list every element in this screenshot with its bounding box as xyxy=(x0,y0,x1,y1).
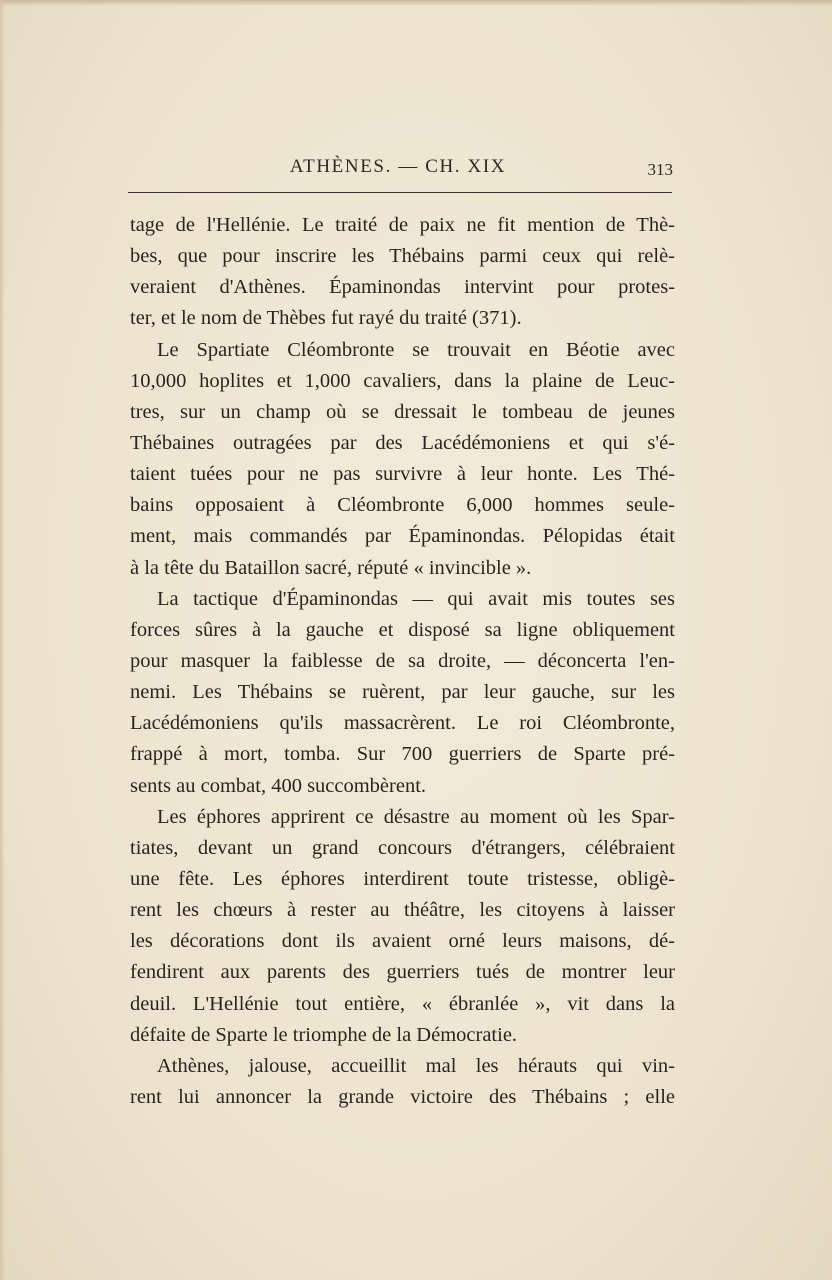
text-line: 10,000 hoplites et 1,000 cavaliers, dans la plaine de Leuc- xyxy=(130,369,675,392)
text-line: bes, que pour inscrire les Thébains parmi ceux qui relè- xyxy=(130,245,675,268)
text-line: rent les chœurs à rester au théâtre, les citoyens à laisser xyxy=(130,899,675,922)
paragraph-first-line: Le Spartiate Cléombronte se trouvait en Béotie avec xyxy=(157,338,675,361)
paragraph-first-line: Les éphores apprirent ce désastre au moment où les Spar- xyxy=(157,805,675,828)
text-line: ter, et le nom de Thèbes fut rayé du traité (371). xyxy=(130,307,522,330)
text-line: forces sûres à la gauche et disposé sa ligne obliquement xyxy=(130,618,675,641)
text-line: tiates, devant un grand concours d'étrangers, célébraient xyxy=(130,836,675,859)
text-line: tage de l'Hellénie. Le traité de paix ne fit mention de Thè- xyxy=(130,214,675,236)
page-number: 313 xyxy=(647,160,673,179)
page-edge-left xyxy=(0,0,5,1280)
text-line: veraient d'Athènes. Épaminondas intervint pour protes- xyxy=(130,276,675,299)
text-line: sents au combat, 400 succombèrent. xyxy=(130,774,427,797)
text-line: nemi. Les Thébains se ruèrent, par leur gauche, sur les xyxy=(130,681,675,704)
running-head xyxy=(128,156,673,186)
text-line: à la tête du Bataillon sacré, réputé « invincible ». xyxy=(130,556,532,579)
text-line: les décorations dont ils avaient orné leurs maisons, dé- xyxy=(130,930,675,953)
body-text xyxy=(130,210,675,1113)
text-line: tres, sur un champ où se dressait le tombeau de jeunes xyxy=(130,400,675,423)
page-edge-top xyxy=(0,0,832,6)
text-line: pour masquer la faiblesse de sa droite, — déconcerta l'en- xyxy=(130,649,675,672)
running-title: ATHÈNES. — CH. XIX xyxy=(289,156,507,177)
text-line: une fête. Les éphores interdirent toute tristesse, obligè- xyxy=(130,867,675,890)
text-line: rent lui annoncer la grande victoire des Thébains ; elle xyxy=(130,1085,675,1108)
header-rule xyxy=(128,192,672,193)
text-line: Thébaines outragées par des Lacédémoniens et qui s'é- xyxy=(130,431,675,454)
text-line: taient tuées pour ne pas survivre à leur honte. Les Thé- xyxy=(130,463,675,486)
text-line: défaite de Sparte le triomphe de la Démocratie. xyxy=(130,1023,518,1046)
paragraph-first-line: Athènes, jalouse, accueillit mal les hérauts qui vin- xyxy=(157,1054,675,1077)
text-line: fendirent aux parents des guerriers tués de montrer leur xyxy=(130,961,675,984)
paragraph-first-line: La tactique d'Épaminondas — qui avait mis toutes ses xyxy=(157,587,675,610)
text-line: ment, mais commandés par Épaminondas. Pélopidas était xyxy=(130,525,675,548)
text-line: frappé à mort, tomba. Sur 700 guerriers de Sparte pré- xyxy=(130,743,675,766)
text-line: Lacédémoniens qu'ils massacrèrent. Le roi Cléombronte, xyxy=(130,712,675,735)
text-line: deuil. L'Hellénie tout entière, « ébranlée », vit dans la xyxy=(130,992,675,1015)
text-line: bains opposaient à Cléombronte 6,000 hommes seule- xyxy=(130,494,675,517)
